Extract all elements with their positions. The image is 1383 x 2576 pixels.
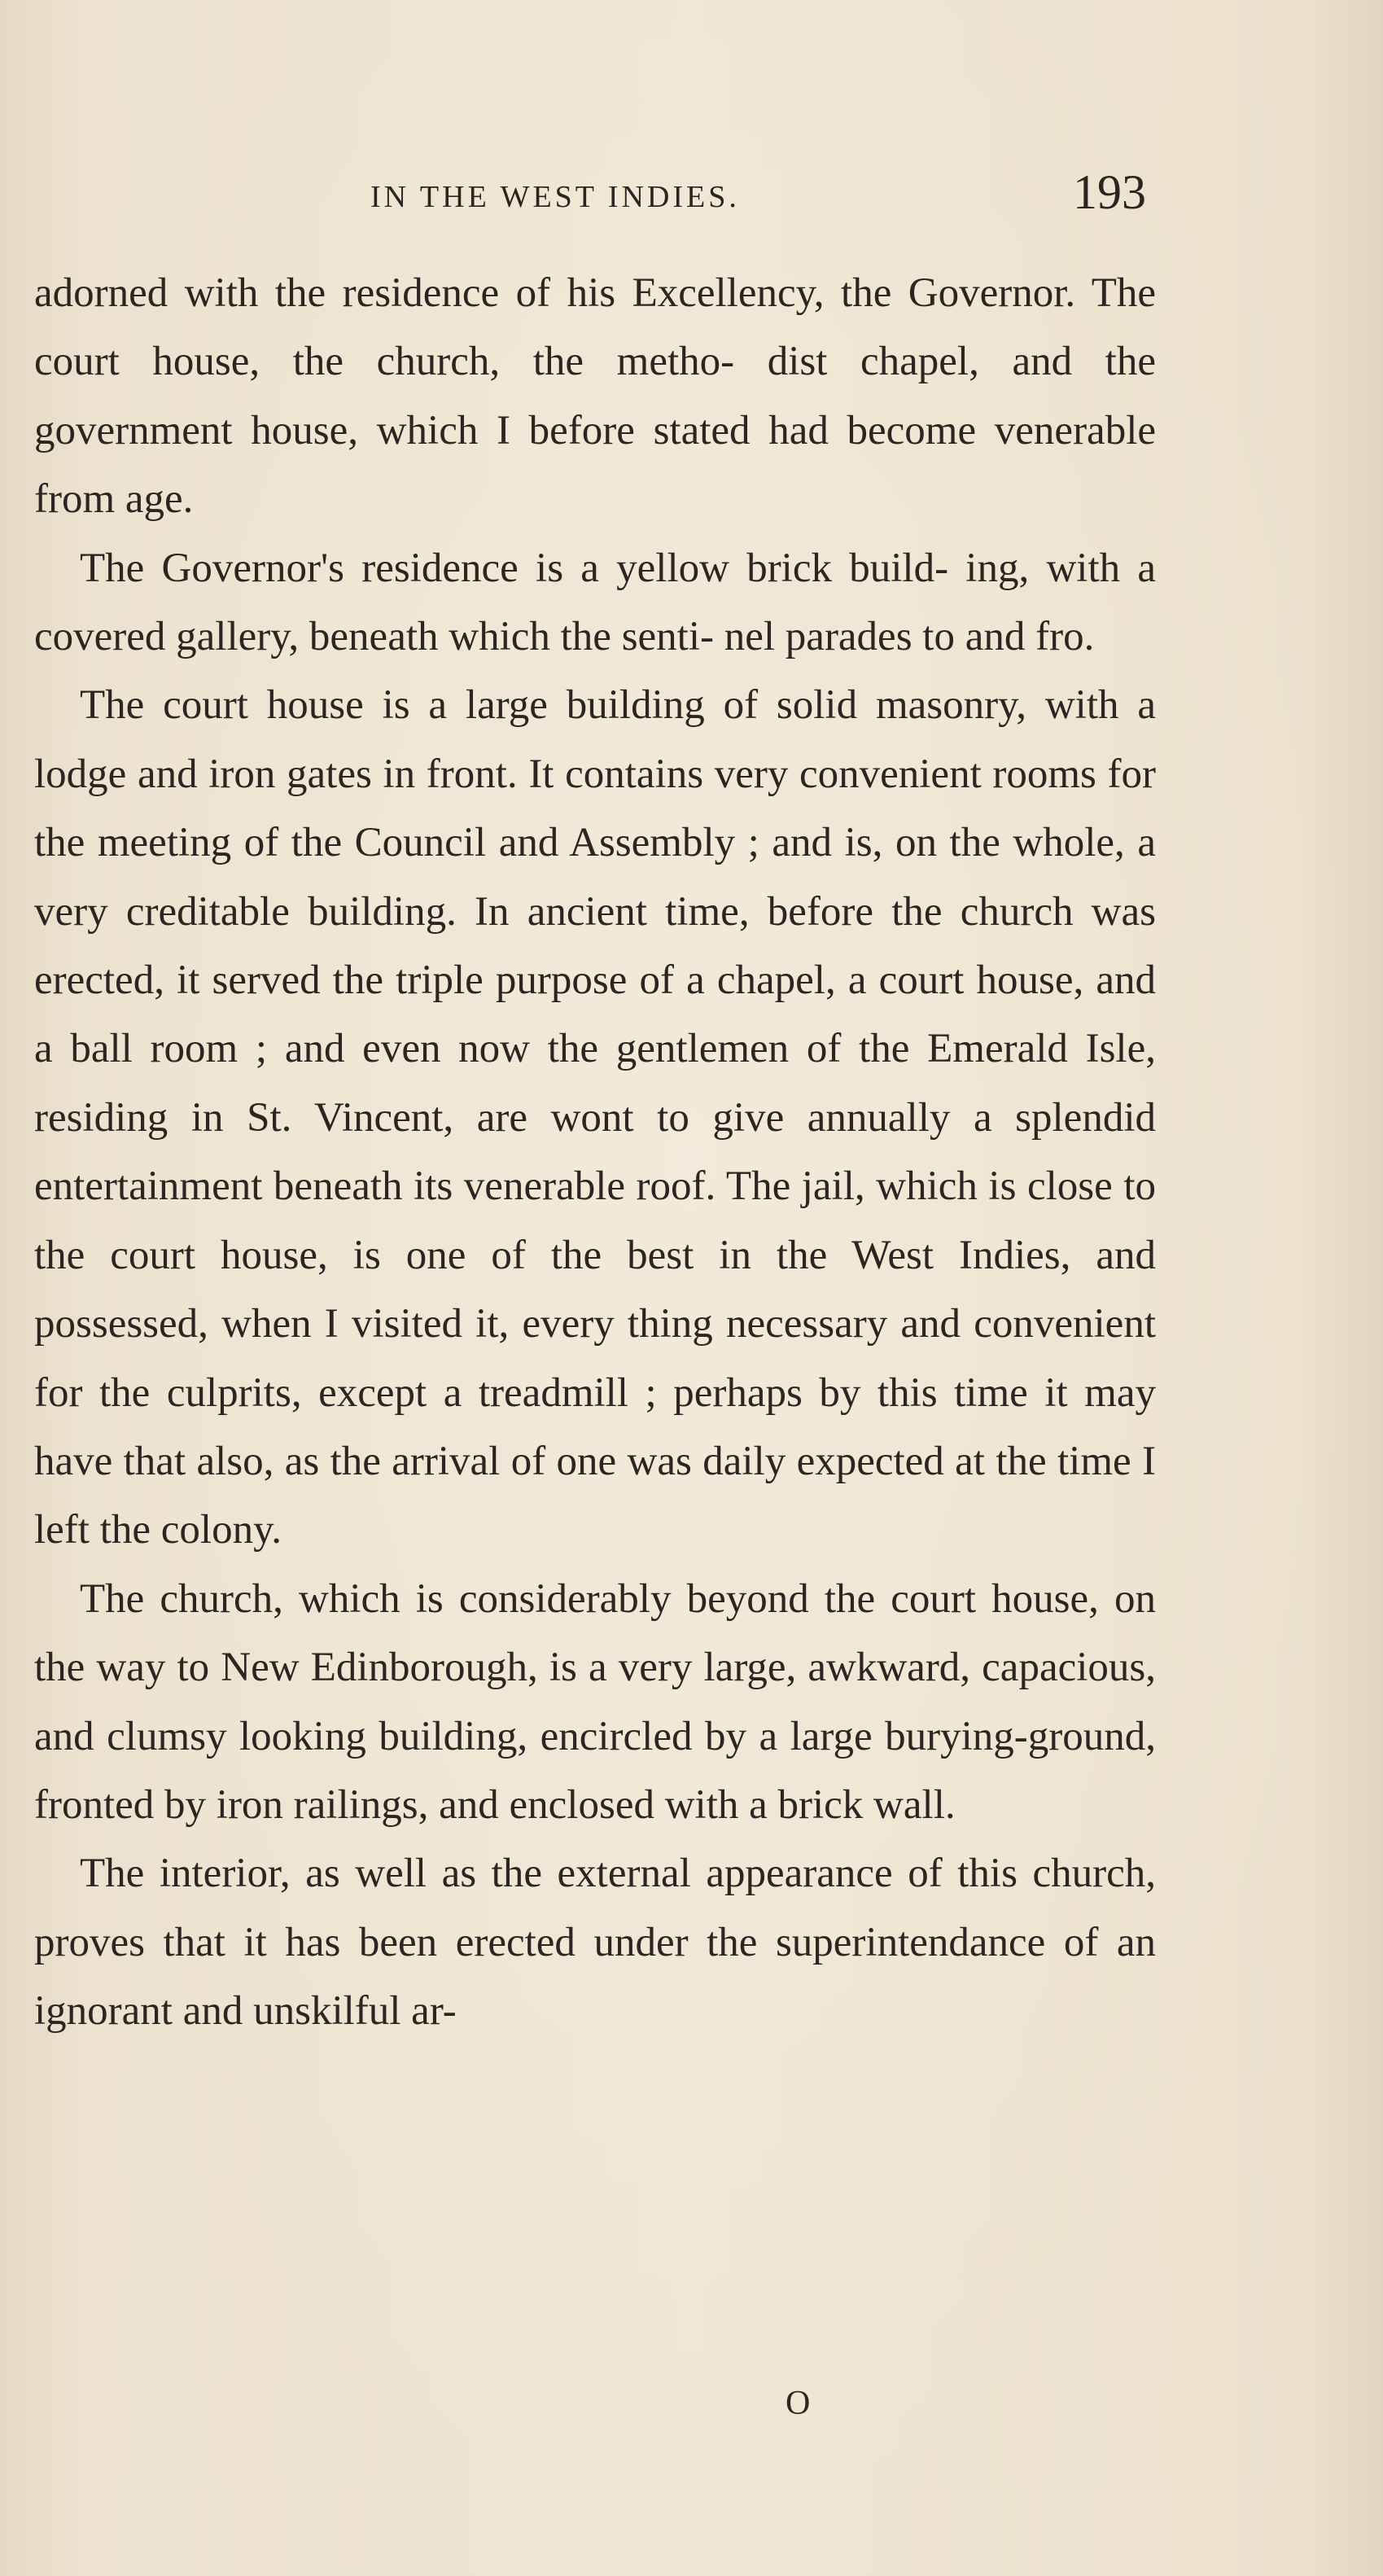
paragraph-1: adorned with the residence of his Excellency, the Governor. The court house, the church, the metho- dist chapel, and the government house, which I before stated had become venerable from age. bbox=[34, 270, 1156, 523]
paragraph-4: The church, which is considerably beyond the court house, on the way to New Edinborough, is a very large, awkward, capacious, and clumsy looking building, encircled by a large burying-ground, fronted by iron railings, and enclosed with a brick wall. bbox=[34, 1575, 1156, 1828]
running-head bbox=[0, 163, 1383, 228]
paragraph-2: The Governor's residence is a yellow brick build- ing, with a covered gallery, beneath which the senti- nel parades to and fro. bbox=[34, 545, 1156, 660]
page-number: 193 bbox=[1073, 165, 1146, 219]
signature-mark: O bbox=[786, 2385, 811, 2422]
paragraph-3: The court house is a large building of solid masonry, with a lodge and iron gates in front. It contains very convenient rooms for the meeting of the Council and Assembly ; and is, on the whole, a very creditable building. In ancient time, before the church was erected, it served the triple purpose of a chapel, a court house, and a ball room ; and even now the gentlemen of the Emerald Isle, residing in St. Vincent, are wont to give annually a splendid entertainment beneath its venerable roof. The jail, which is close to the court house, is one of the best in the West Indies, and possessed, when I visited it, every thing necessary and convenient for the culprits, except a treadmill ; perhaps by this time it may have that also, as the arrival of one was daily expected at the time I left the colony. bbox=[34, 682, 1156, 1553]
body-text bbox=[34, 259, 1156, 2046]
running-title: IN THE WEST INDIES. bbox=[370, 180, 740, 214]
paragraph-5: The interior, as well as the external appearance of this church, proves that it has been erected under the superintendance of an ignorant and unskilful ar- bbox=[34, 1851, 1156, 2035]
